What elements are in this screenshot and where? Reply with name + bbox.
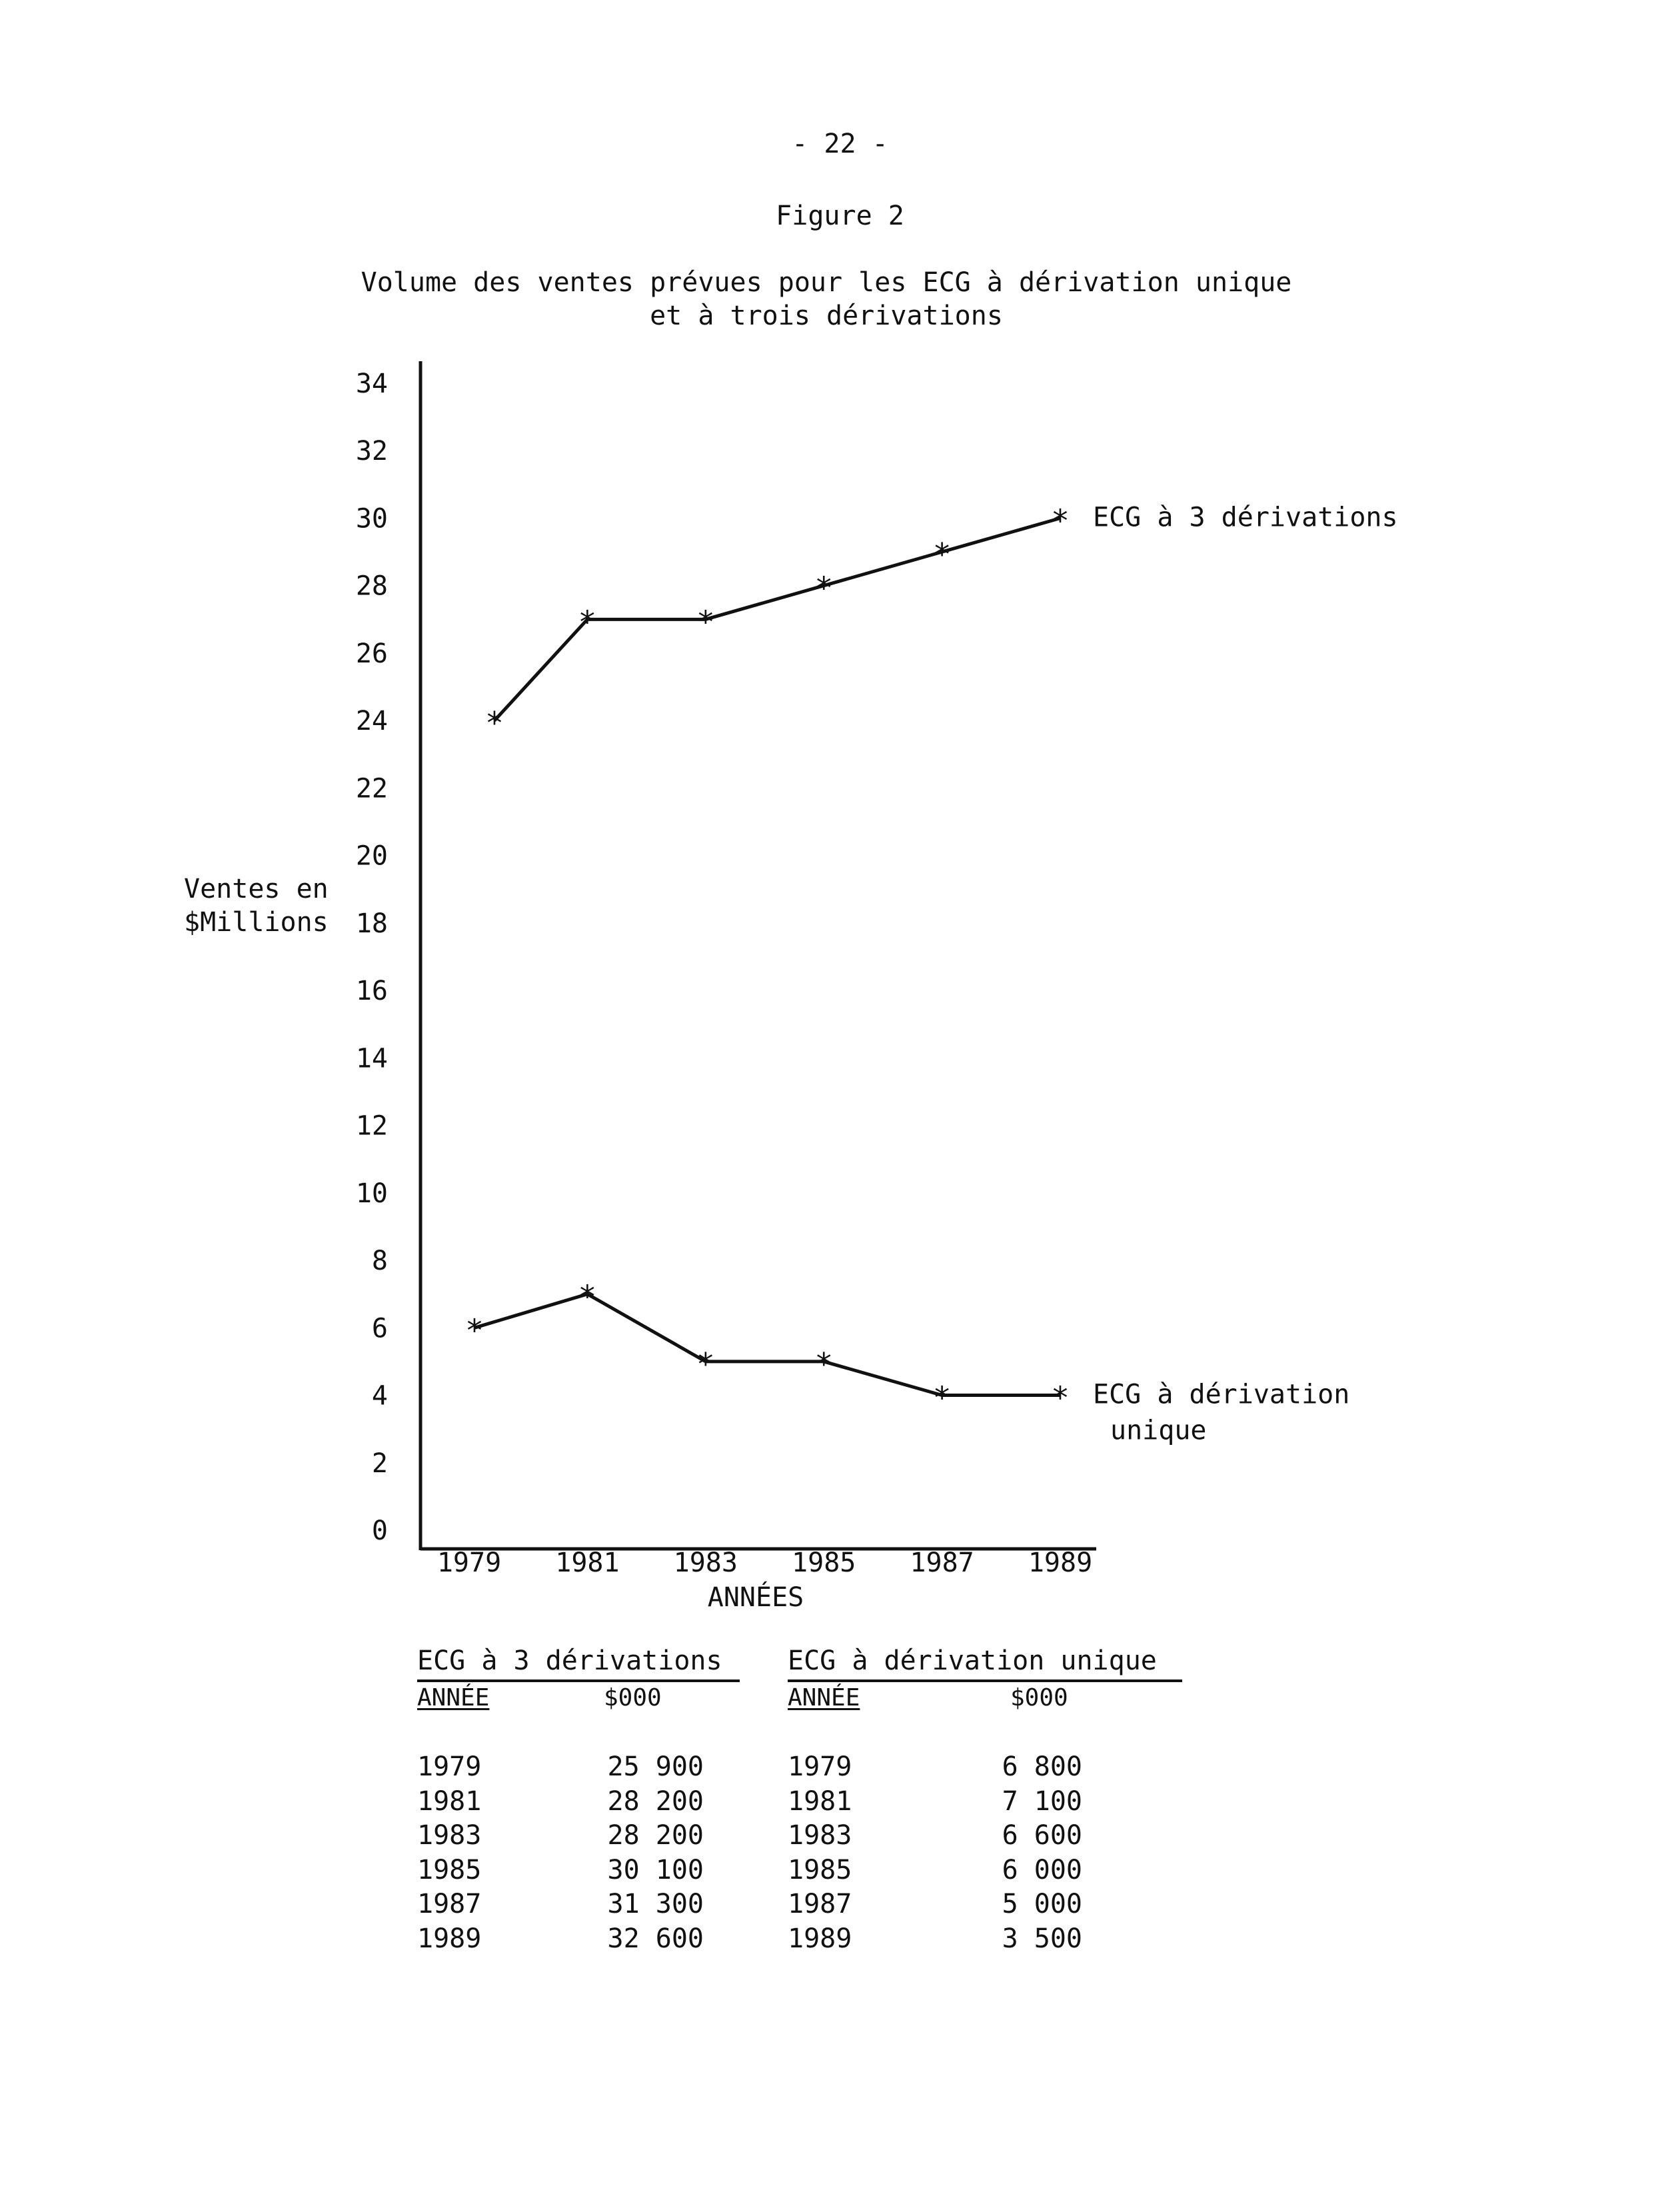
data-point-marker: * [814, 570, 834, 606]
y-tick-label: 30 [355, 503, 388, 535]
data-point-marker: * [578, 604, 597, 640]
y-tick-label: 6 [371, 1313, 388, 1344]
cell-value: 6 800 [1002, 1751, 1082, 1782]
y-axis-label-line2: $Millions [184, 907, 329, 938]
y-tick-label: 34 [355, 369, 388, 399]
y-tick-label: 28 [355, 570, 388, 602]
cell-year: 1989 [417, 1923, 482, 1954]
data-point-marker: * [578, 1278, 597, 1315]
series-label-single-lead: ECG à dérivation [1093, 1379, 1350, 1410]
cell-value: 3 500 [1002, 1923, 1082, 1954]
cell-year: 1985 [417, 1854, 482, 1885]
x-tick-label: 1983 [673, 1548, 738, 1578]
cell-value: 25 900 [607, 1751, 704, 1782]
y-tick-label: 4 [371, 1380, 388, 1412]
y-tick-label: 32 [355, 436, 388, 467]
y-tick-label: 24 [355, 706, 388, 737]
y-tick-label: 20 [355, 840, 388, 872]
figure-label: Figure 2 [776, 201, 904, 231]
x-tick-label: 1987 [910, 1548, 974, 1578]
table-row [788, 1887, 1182, 1922]
data-point-marker: * [465, 1312, 484, 1349]
data-point-marker: * [932, 537, 952, 573]
y-tick-label: 0 [371, 1516, 388, 1546]
x-tick-label: 1985 [792, 1548, 856, 1578]
table-row [788, 1853, 1182, 1888]
cell-value: 31 300 [607, 1889, 704, 1919]
y-tick-label: 12 [355, 1110, 388, 1142]
y-tick-labels [356, 369, 388, 1546]
cell-value: 28 200 [607, 1785, 704, 1817]
table-row [417, 1750, 740, 1785]
cell-value: 5 000 [1002, 1889, 1082, 1919]
series-layer [465, 502, 1397, 1446]
table-row [417, 1922, 740, 1957]
cell-year: 1985 [788, 1854, 852, 1885]
x-tick-label: 1981 [555, 1548, 620, 1578]
table-row [788, 1785, 1182, 1819]
data-point-marker: * [696, 604, 715, 640]
data-point-marker: * [1051, 503, 1070, 539]
y-tick-label: 18 [355, 908, 388, 939]
cell-year: 1983 [788, 1820, 852, 1851]
table-row [788, 1819, 1182, 1853]
cell-year: 1983 [417, 1820, 482, 1851]
series-label-single-lead-line2: unique [1110, 1415, 1207, 1446]
y-tick-label: 8 [371, 1246, 388, 1277]
column-header-year: ANNÉE [788, 1684, 860, 1711]
x-tick-label: 1979 [436, 1548, 502, 1578]
data-point-marker: * [485, 705, 504, 742]
cell-year: 1981 [417, 1785, 482, 1817]
y-tick-label: 16 [355, 976, 388, 1007]
table-row [417, 1819, 740, 1853]
column-header-year: ANNÉE [417, 1684, 490, 1711]
series-line [474, 1294, 1060, 1396]
table-single-lead [788, 1647, 1182, 1956]
cell-year: 1979 [788, 1751, 852, 1782]
page-number: - 22 - [792, 129, 888, 159]
y-tick-label: 26 [355, 638, 388, 669]
cell-year: 1987 [788, 1889, 852, 1919]
x-tick-labels [437, 1548, 1092, 1578]
x-tick-label: 1989 [1028, 1548, 1093, 1578]
table-header [788, 1686, 1182, 1710]
table-row [788, 1922, 1182, 1957]
series-label-3-lead: ECG à 3 dérivations [1093, 502, 1398, 533]
table-rows [417, 1750, 740, 1956]
chart-subtitle: et à trois dérivations [650, 301, 1003, 331]
data-point-marker: * [696, 1346, 715, 1382]
table-title: ECG à dérivation unique [788, 1647, 1182, 1682]
table-3-lead [417, 1647, 740, 1956]
chart-title: Volume des ventes prévues pour les ECG à dérivation unique [361, 267, 1292, 298]
data-point-marker: * [1051, 1380, 1070, 1416]
cell-value: 6 600 [1002, 1820, 1082, 1851]
y-tick-label: 10 [355, 1178, 388, 1209]
table-row [417, 1887, 740, 1922]
y-tick-label: 14 [355, 1043, 388, 1074]
table-row [417, 1785, 740, 1819]
y-tick-label: 2 [371, 1448, 388, 1479]
cell-year: 1989 [788, 1923, 852, 1954]
cell-year: 1979 [417, 1751, 482, 1782]
cell-value: 6 000 [1002, 1854, 1082, 1885]
cell-value: 30 100 [607, 1854, 704, 1885]
y-tick-label: 22 [355, 773, 388, 804]
cell-value: 32 600 [607, 1923, 704, 1954]
cell-value: 7 100 [1002, 1785, 1082, 1817]
table-title: ECG à 3 dérivations [417, 1647, 740, 1682]
y-axis-label-line1: Ventes en [184, 874, 329, 904]
data-point-marker: * [932, 1380, 952, 1416]
column-header-value: $000 [604, 1684, 662, 1711]
table-row [788, 1750, 1182, 1785]
table-rows [788, 1750, 1182, 1956]
table-row [417, 1853, 740, 1888]
cell-year: 1987 [417, 1889, 482, 1919]
data-point-marker: * [814, 1346, 834, 1382]
x-axis-label: ANNÉES [707, 1582, 804, 1613]
column-header-value: $000 [1010, 1684, 1068, 1711]
table-header [417, 1686, 740, 1710]
cell-year: 1981 [788, 1785, 852, 1817]
cell-value: 28 200 [607, 1820, 704, 1851]
